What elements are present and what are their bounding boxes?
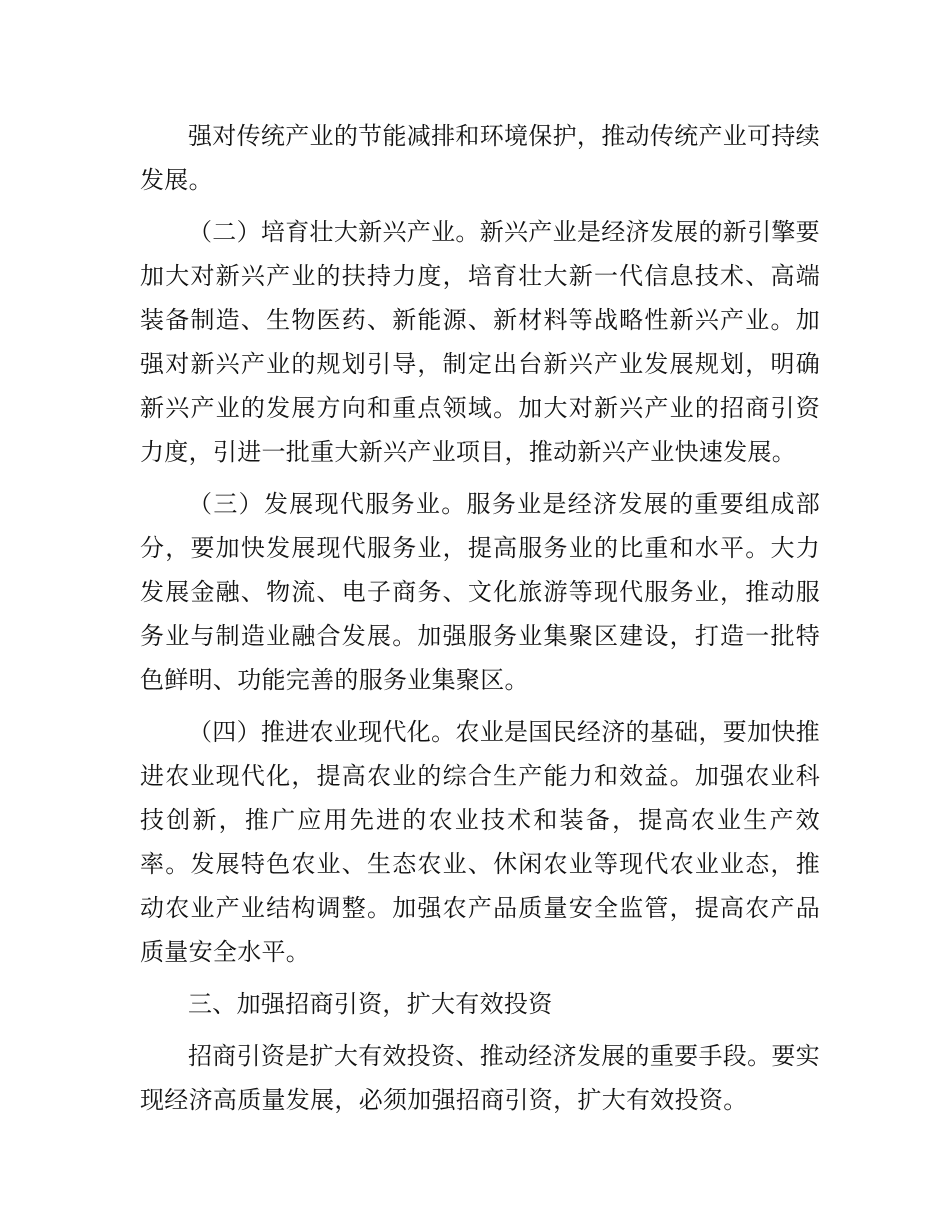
paragraph-emerging-industries: （二）培育壮大新兴产业。新兴产业是经济发展的新引擎要加大对新兴产业的扶持力度，培育壮大新一代信息技术、高端装备制造、生物医药、新能源、新材料等战略性新兴产业。加强对新兴产业的规划引导，制定出台新兴产业发展规划，明确新兴产业的发展方向和重点领域。加大对新兴产业的招商引资力度，引进一批重大新兴产业项目，推动新兴产业快速发展。 (140, 218, 820, 466)
paragraph-agriculture-modernization: （四）推进农业现代化。农业是国民经济的基础，要加快推进农业现代化，提高农业的综合生产能力和效益。加强农业科技创新，推广应用先进的农业技术和装备，提高农业生产效率。发展特色农业、生态农业、休闲农业等现代农业业态，推动农业产业结构调整。加强农产品质量安全监管，提高农产品质量安全水平。 (140, 718, 820, 966)
paragraph-investment-intro: 招商引资是扩大有效投资、推动经济发展的重要手段。要实现经济高质量发展，必须加强招商引资，扩大有效投资。 (140, 1042, 820, 1114)
paragraph-modern-services: （三）发展现代服务业。服务业是经济发展的重要组成部分，要加快发展现代服务业，提高服务业的比重和水平。大力发展金融、物流、电子商务、文化旅游等现代服务业，推动服务业与制造业融合发展。加强服务业集聚区建设，打造一批特色鲜明、功能完善的服务业集聚区。 (140, 490, 820, 694)
document-body (140, 114, 820, 1130)
section-heading-investment: 三、加强招商引资，扩大有效投资 (188, 990, 553, 1018)
paragraph-traditional-industry-continuation: 强对传统产业的节能减排和环境保护，推动传统产业可持续发展。 (140, 122, 820, 194)
